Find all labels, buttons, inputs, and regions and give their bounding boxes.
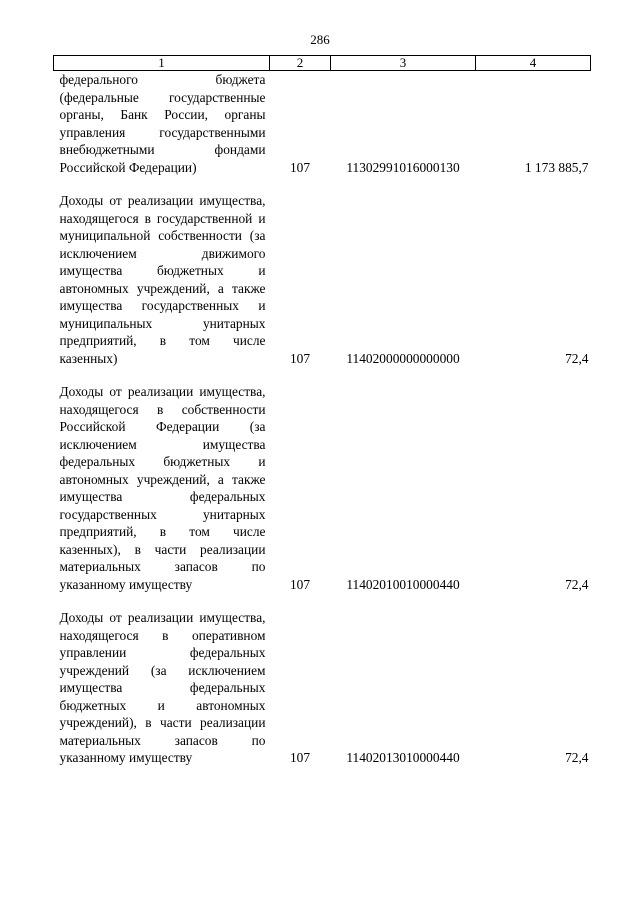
- column-header-2: 2: [270, 56, 331, 71]
- row-admin-code: 107: [289, 750, 311, 765]
- row-description: Доходы от реализации имущества, находящегося в собственности Российской Федерации (за исключением имущества федеральных бюджетных и автономных учреждений, а также имущества федеральных государственных унитарных предприятий, в том числе казенных), в части реализации материальных запасов по указанному имуществу: [59, 384, 266, 592]
- row-admin-code: 107: [289, 159, 311, 175]
- column-header-3: 3: [331, 56, 476, 71]
- row-amount: 72,4: [565, 576, 589, 592]
- row-admin-code: 107: [289, 350, 311, 366]
- column-header-1: 1: [54, 56, 270, 71]
- table-row: [54, 71, 591, 177]
- row-kbk-code: 11402010010000440: [346, 576, 460, 592]
- row-spacer: [54, 176, 591, 192]
- row-spacer: [54, 367, 591, 383]
- column-header-4: 4: [476, 56, 591, 71]
- row-kbk-code: 11402000000000000: [346, 350, 460, 366]
- table-row: [54, 383, 591, 593]
- row-kbk-code: 11302991016000130: [346, 159, 460, 175]
- page-number: 286: [310, 32, 330, 47]
- row-description: федерального бюджета (федеральные государственные органы, Банк России, органы управления государственными внебюджетными фондами Российской Федерации): [59, 72, 266, 175]
- row-amount: 1 173 885,7: [524, 159, 589, 175]
- row-description: Доходы от реализации имущества, находящегося в государственной и муниципальной собственности (за исключением движимого имущества бюджетных и автономных учреждений, а также имущества государственных и муниципальных унитарных предприятий, в том числе казенных): [59, 193, 266, 366]
- row-admin-code: 107: [289, 576, 311, 592]
- revenue-table: [53, 55, 591, 767]
- table-row: [54, 609, 591, 767]
- table-header-row: [54, 56, 591, 71]
- row-amount: 72,4: [565, 350, 589, 366]
- table-row: [54, 192, 591, 367]
- row-spacer: [54, 593, 591, 609]
- row-kbk-code: 11402013010000440: [346, 750, 460, 765]
- row-amount: 72,4: [565, 750, 589, 765]
- row-description: Доходы от реализации имущества, находящегося в оперативном управлении федеральных учреждений (за исключением имущества федеральных бюджетных и автономных учреждений), в части реализации материальных запасов по указанному имуществу: [59, 610, 266, 765]
